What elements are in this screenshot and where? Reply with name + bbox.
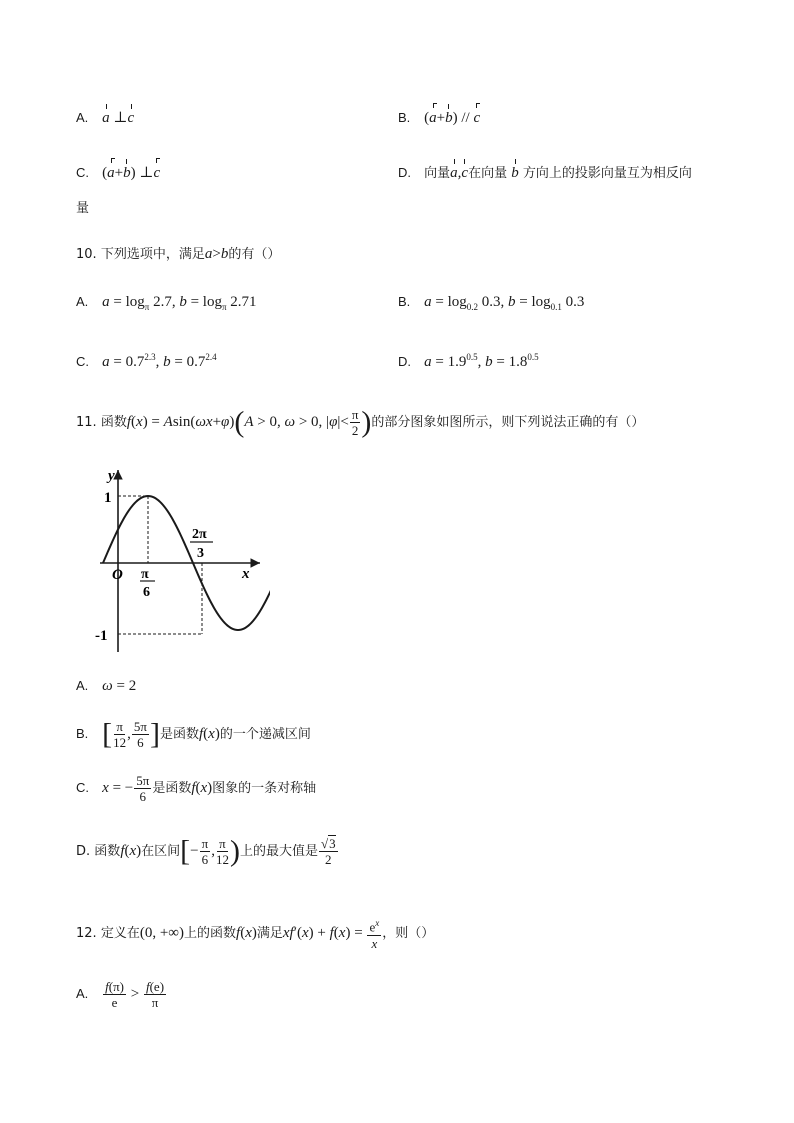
q12-option-a[interactable]: A. $\frac{f(\pi)}{e}$ > $\frac{f(e)}{\pi}$ [76,979,165,1010]
q9-option-b[interactable]: B. (a+b) // c [398,110,481,126]
question-12-stem: 12. 定义在(0, +∞)上的函数f(x)满足xf′(x) + f(x) = $\frac{e^x}{x}$ ，则（） [76,918,435,951]
q11-option-c[interactable]: C. x = − $\frac{5\pi}{6}$ 是函数f(x)图象的一条对称轴 [76,773,317,804]
q9-option-d-continued: 量 [76,201,90,216]
option-label: D. [398,165,411,180]
q10-option-b[interactable]: B. $a = \log_{0.2} 0.3$, $b = \log_{0.1} 0.3$ [398,294,585,312]
origin-label: O [112,567,123,583]
question-11-stem: 11. 函数f(x) = Asin(ωx+φ)(A > 0, ω > 0, |φ|< $\frac{\pi}{2}$ )的部分图象如图所示，则下列说法正确的有（） [76,405,645,439]
q9-option-d[interactable]: D. 向量a,c在向量 b 方向上的投影向量互为相反向 [398,165,692,181]
x-tick-2pi-3-den: 3 [197,546,204,561]
x-tick-pi-6-num: π [141,567,149,582]
option-label: A. [76,110,89,125]
q11-option-b[interactable]: B. [ $\frac{\pi}{12}$ , $\frac{5\pi}{6}$ ]是函数f(x)的一个递减区间 [76,717,311,751]
q9-option-c[interactable]: C. (a+b) ⊥c [76,165,161,181]
x-tick-pi-6-den: 6 [143,585,150,600]
q10-option-d[interactable]: D. $a = 1.9^{0.5}$, $b = 1.8^{0.5}$ [398,352,539,370]
y-tick-min: -1 [95,628,108,644]
q10-option-a[interactable]: A. $a = \log_\pi 2.7$, $b = \log_\pi 2.71$ [76,294,257,312]
sine-graph [70,462,270,662]
question-10-stem: 10. 下列选项中，满足a>b的有（） [76,246,281,262]
x-axis-label: x [242,566,250,582]
q11-option-a[interactable]: A. ω = 2 [76,678,137,694]
q10-option-c[interactable]: C. $a = 0.7^{2.3}$, $b = 0.7^{2.4}$ [76,352,217,370]
y-tick-max: 1 [104,490,112,506]
y-axis-label: y [108,468,115,484]
x-tick-2pi-3-num: 2π [192,527,207,542]
q11-option-d[interactable]: D. 函数f(x)在区间[− $\frac{\pi}{6}$ , $\frac{\pi}{12}$ )上的最大值是 $\frac{√3}{2}$ [76,834,336,868]
option-label: B. [398,110,411,125]
q9-option-a[interactable]: A. a ⊥c [76,110,135,126]
option-label: C. [76,165,89,180]
